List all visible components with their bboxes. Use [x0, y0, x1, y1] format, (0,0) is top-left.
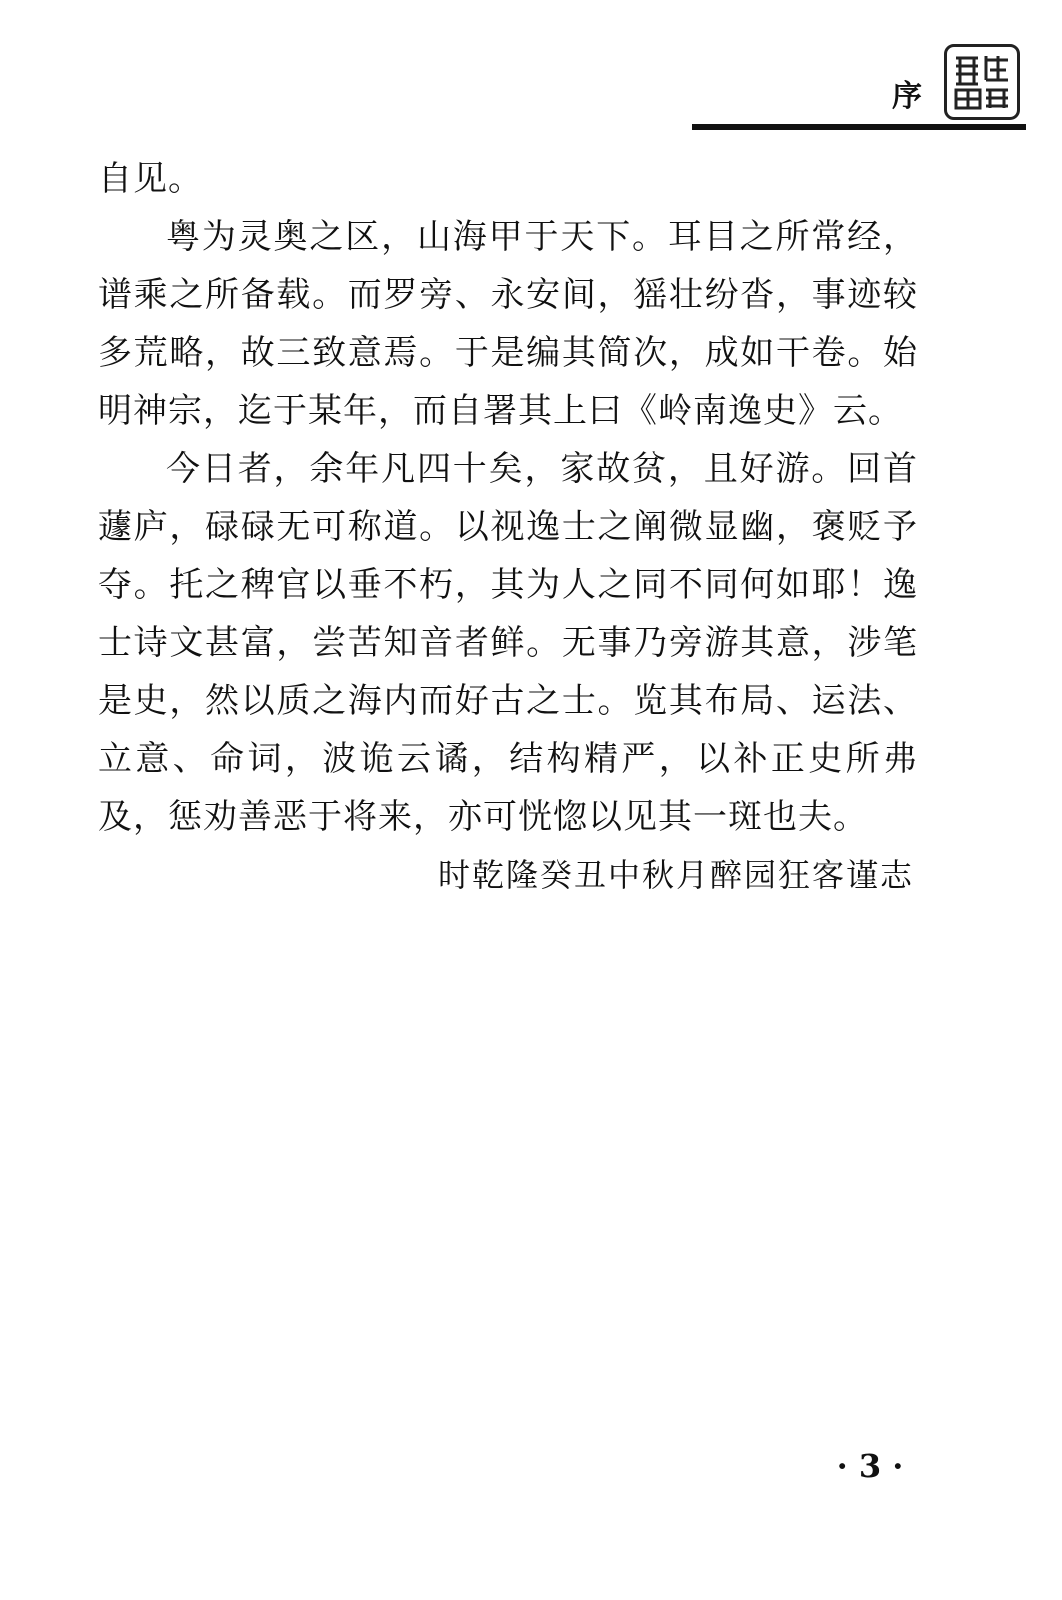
signature-line: 时乾隆癸丑中秋月醉园狂客谨志: [437, 856, 914, 894]
paragraph-2: 今日者，余年凡四十矣，家故贫，且好游。回首蘧庐，碌碌无可称道。以视逸士之阐微显幽，褒贬予夺。托之稗官以垂不朽，其为人之同不同何如耶！逸士诗文甚富，尝苦知音者鲜。无事乃旁游其意，涉笔是史，然以质之海内而好古之士。览其布局、运法、立意、命词，波诡云谲，结构精严，以补正史所弗及，惩劝善恶于将来，亦可恍惚以见其一斑也夫。: [98, 449, 918, 837]
page-number: · 3 ·: [836, 1447, 904, 1485]
page-header-title: 序: [892, 79, 922, 114]
body-text: [98, 150, 918, 904]
paragraph-continuation: 自见。: [98, 159, 203, 199]
page-header: [0, 0, 1062, 140]
seal-stamp-icon: [944, 44, 1020, 120]
header-rule: [692, 124, 1026, 130]
seal-glyph-icon: [950, 50, 1014, 114]
paragraph-1: 粤为灵奥之区，山海甲于天下。耳目之所常经，谱乘之所备载。而罗旁、永安间，猺壮纷沓，事迹较多荒略，故三致意焉。于是编其简次，成如干卷。始明神宗，迄于某年，而自署其上曰《岭南逸史》云。: [98, 217, 918, 431]
